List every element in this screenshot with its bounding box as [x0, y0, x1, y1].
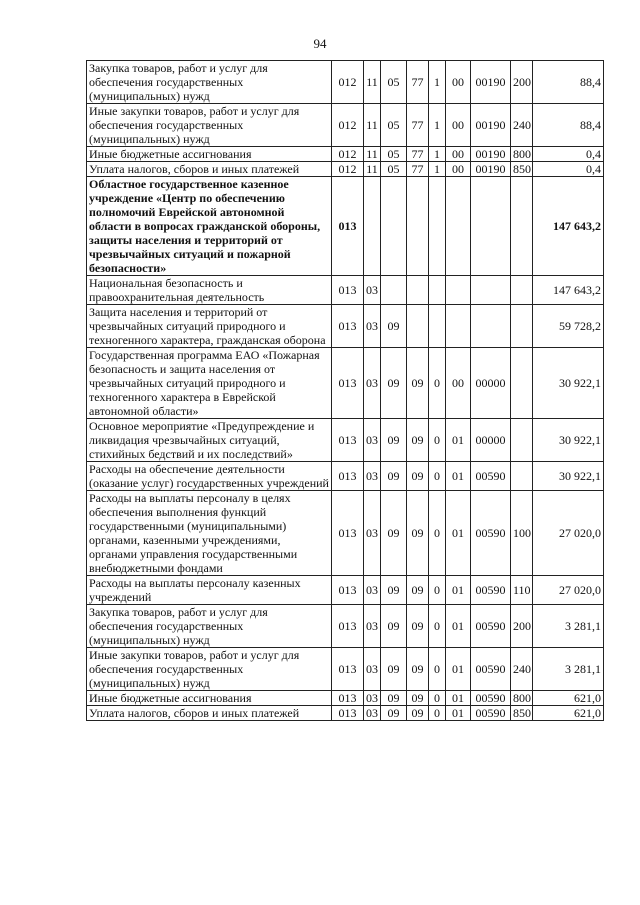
cell-section-code: 03	[364, 605, 381, 648]
table-row	[87, 276, 604, 305]
cell-expense-type-code	[511, 348, 533, 419]
cell-direction-code: 00190	[471, 162, 511, 177]
cell-name: Уплата налогов, сборов и иных платежей	[87, 706, 332, 721]
cell-program-code: 09	[407, 462, 429, 491]
cell-section-code	[364, 177, 381, 276]
cell-ministry-code: 013	[332, 177, 364, 276]
cell-event-code: 01	[446, 462, 471, 491]
cell-direction-code: 00590	[471, 462, 511, 491]
cell-program-code: 77	[407, 147, 429, 162]
table-row	[87, 706, 604, 721]
cell-amount: 3 281,1	[533, 648, 604, 691]
cell-event-code	[446, 305, 471, 348]
cell-ministry-code: 013	[332, 576, 364, 605]
cell-section-code: 11	[364, 104, 381, 147]
cell-section-code: 03	[364, 462, 381, 491]
cell-amount: 27 020,0	[533, 576, 604, 605]
cell-event-code: 01	[446, 706, 471, 721]
cell-event-code: 01	[446, 491, 471, 576]
cell-name: Иные закупки товаров, работ и услуг для обеспечения государственных (муниципальных) нужд	[87, 104, 332, 147]
table-row	[87, 147, 604, 162]
cell-ministry-code: 013	[332, 276, 364, 305]
cell-expense-type-code: 200	[511, 61, 533, 104]
cell-subsection-code	[381, 276, 407, 305]
cell-program-code: 09	[407, 605, 429, 648]
cell-name: Закупка товаров, работ и услуг для обеспечения государственных (муниципальных) нужд	[87, 61, 332, 104]
cell-section-code: 03	[364, 276, 381, 305]
cell-section-code: 03	[364, 706, 381, 721]
cell-direction-code	[471, 305, 511, 348]
cell-subsection-code: 09	[381, 348, 407, 419]
cell-subprogram-code: 0	[429, 691, 446, 706]
page-number: 94	[313, 36, 327, 51]
cell-name: Защита населения и территорий от чрезвычайных ситуаций природного и техногенного характера, гражданская оборона	[87, 305, 332, 348]
cell-amount: 27 020,0	[533, 491, 604, 576]
cell-event-code	[446, 177, 471, 276]
cell-expense-type-code	[511, 276, 533, 305]
cell-section-code: 03	[364, 691, 381, 706]
cell-direction-code: 00000	[471, 348, 511, 419]
cell-program-code	[407, 177, 429, 276]
cell-name: Областное государственное казенное учреждение «Центр по обеспечению полномочий Еврейской автономной области в вопросах гражданской обороны, защиты населения и территорий от чрезвычайных ситуаций и пожарной безопасности»	[87, 177, 332, 276]
cell-ministry-code: 013	[332, 605, 364, 648]
cell-amount: 147 643,2	[533, 276, 604, 305]
cell-program-code: 09	[407, 576, 429, 605]
cell-event-code: 00	[446, 162, 471, 177]
table-row	[87, 61, 604, 104]
cell-event-code: 01	[446, 691, 471, 706]
cell-direction-code: 00590	[471, 706, 511, 721]
cell-direction-code: 00190	[471, 61, 511, 104]
cell-ministry-code: 013	[332, 491, 364, 576]
cell-ministry-code: 013	[332, 691, 364, 706]
table-row	[87, 104, 604, 147]
budget-table	[86, 60, 604, 721]
cell-ministry-code: 013	[332, 462, 364, 491]
cell-event-code: 00	[446, 61, 471, 104]
cell-amount: 59 728,2	[533, 305, 604, 348]
table-row	[87, 177, 604, 276]
cell-subprogram-code	[429, 305, 446, 348]
cell-direction-code: 00590	[471, 691, 511, 706]
cell-subprogram-code	[429, 177, 446, 276]
cell-subprogram-code: 0	[429, 706, 446, 721]
cell-program-code: 77	[407, 61, 429, 104]
cell-amount: 0,4	[533, 147, 604, 162]
table-body	[87, 61, 604, 721]
cell-subsection-code: 09	[381, 491, 407, 576]
cell-subsection-code	[381, 177, 407, 276]
cell-expense-type-code: 850	[511, 706, 533, 721]
cell-program-code	[407, 305, 429, 348]
cell-section-code: 03	[364, 491, 381, 576]
cell-subsection-code: 05	[381, 61, 407, 104]
cell-subprogram-code	[429, 276, 446, 305]
cell-section-code: 03	[364, 348, 381, 419]
cell-subprogram-code: 0	[429, 462, 446, 491]
cell-subprogram-code: 0	[429, 348, 446, 419]
cell-section-code: 03	[364, 576, 381, 605]
cell-subsection-code: 09	[381, 419, 407, 462]
cell-direction-code: 00190	[471, 147, 511, 162]
table-row	[87, 648, 604, 691]
cell-subsection-code: 05	[381, 162, 407, 177]
cell-event-code: 01	[446, 576, 471, 605]
cell-program-code: 09	[407, 491, 429, 576]
cell-name: Иные закупки товаров, работ и услуг для обеспечения государственных (муниципальных) нужд	[87, 648, 332, 691]
cell-name: Уплата налогов, сборов и иных платежей	[87, 162, 332, 177]
cell-ministry-code: 013	[332, 419, 364, 462]
cell-subprogram-code: 1	[429, 162, 446, 177]
cell-direction-code	[471, 276, 511, 305]
cell-ministry-code: 013	[332, 706, 364, 721]
cell-section-code: 03	[364, 648, 381, 691]
cell-subsection-code: 09	[381, 691, 407, 706]
cell-program-code: 09	[407, 691, 429, 706]
cell-amount: 88,4	[533, 61, 604, 104]
cell-expense-type-code: 200	[511, 605, 533, 648]
cell-subsection-code: 09	[381, 462, 407, 491]
cell-amount: 30 922,1	[533, 462, 604, 491]
cell-subprogram-code: 1	[429, 147, 446, 162]
cell-event-code: 01	[446, 419, 471, 462]
cell-ministry-code: 012	[332, 162, 364, 177]
cell-subsection-code: 09	[381, 305, 407, 348]
cell-expense-type-code	[511, 462, 533, 491]
cell-expense-type-code	[511, 305, 533, 348]
cell-ministry-code: 013	[332, 305, 364, 348]
cell-program-code: 09	[407, 706, 429, 721]
cell-subsection-code: 05	[381, 104, 407, 147]
cell-section-code: 11	[364, 61, 381, 104]
cell-name: Государственная программа ЕАО «Пожарная безопасность и защита населения от чрезвычайных ситуаций природного и техногенного характера в Еврейской автономной области»	[87, 348, 332, 419]
cell-name: Национальная безопасность и правоохранительная деятельность	[87, 276, 332, 305]
cell-direction-code: 00000	[471, 419, 511, 462]
cell-amount: 88,4	[533, 104, 604, 147]
cell-ministry-code: 013	[332, 348, 364, 419]
cell-name: Закупка товаров, работ и услуг для обеспечения государственных (муниципальных) нужд	[87, 605, 332, 648]
cell-expense-type-code: 800	[511, 147, 533, 162]
cell-expense-type-code	[511, 419, 533, 462]
cell-amount: 30 922,1	[533, 348, 604, 419]
cell-program-code	[407, 276, 429, 305]
cell-direction-code: 00590	[471, 576, 511, 605]
cell-program-code: 77	[407, 162, 429, 177]
cell-name: Основное мероприятие «Предупреждение и ликвидация чрезвычайных ситуаций, стихийных бедствий и их последствий»	[87, 419, 332, 462]
cell-direction-code: 00190	[471, 104, 511, 147]
cell-amount: 30 922,1	[533, 419, 604, 462]
cell-name: Иные бюджетные ассигнования	[87, 147, 332, 162]
cell-program-code: 77	[407, 104, 429, 147]
cell-subprogram-code: 0	[429, 648, 446, 691]
cell-event-code: 00	[446, 147, 471, 162]
cell-program-code: 09	[407, 648, 429, 691]
cell-name: Расходы на обеспечение деятельности (оказание услуг) государственных учреждений	[87, 462, 332, 491]
cell-amount: 147 643,2	[533, 177, 604, 276]
cell-subprogram-code: 1	[429, 61, 446, 104]
table-row	[87, 691, 604, 706]
cell-subsection-code: 09	[381, 648, 407, 691]
cell-name: Расходы на выплаты персоналу в целях обеспечения выполнения функций государственными (муниципальными) органами, казенными учреждениями, органами управления государственными внебюджетными фондами	[87, 491, 332, 576]
table-row	[87, 419, 604, 462]
cell-subprogram-code: 0	[429, 419, 446, 462]
cell-expense-type-code: 850	[511, 162, 533, 177]
cell-amount: 3 281,1	[533, 605, 604, 648]
cell-subsection-code: 09	[381, 605, 407, 648]
cell-section-code: 03	[364, 305, 381, 348]
cell-amount: 0,4	[533, 162, 604, 177]
cell-direction-code: 00590	[471, 491, 511, 576]
cell-name: Иные бюджетные ассигнования	[87, 691, 332, 706]
table-row	[87, 576, 604, 605]
cell-direction-code: 00590	[471, 648, 511, 691]
cell-ministry-code: 012	[332, 104, 364, 147]
cell-section-code: 11	[364, 162, 381, 177]
table-row	[87, 605, 604, 648]
cell-program-code: 09	[407, 419, 429, 462]
cell-event-code: 01	[446, 648, 471, 691]
cell-event-code: 00	[446, 104, 471, 147]
cell-ministry-code: 013	[332, 648, 364, 691]
table-row	[87, 462, 604, 491]
cell-subprogram-code: 1	[429, 104, 446, 147]
cell-section-code: 03	[364, 419, 381, 462]
cell-subprogram-code: 0	[429, 605, 446, 648]
cell-ministry-code: 012	[332, 147, 364, 162]
cell-direction-code: 00590	[471, 605, 511, 648]
cell-direction-code	[471, 177, 511, 276]
cell-expense-type-code	[511, 177, 533, 276]
cell-ministry-code: 012	[332, 61, 364, 104]
cell-expense-type-code: 100	[511, 491, 533, 576]
cell-subsection-code: 09	[381, 706, 407, 721]
cell-subsection-code: 05	[381, 147, 407, 162]
cell-section-code: 11	[364, 147, 381, 162]
cell-expense-type-code: 240	[511, 648, 533, 691]
cell-subprogram-code: 0	[429, 491, 446, 576]
table-row	[87, 305, 604, 348]
cell-name: Расходы на выплаты персоналу казенных учреждений	[87, 576, 332, 605]
cell-subprogram-code: 0	[429, 576, 446, 605]
cell-subsection-code: 09	[381, 576, 407, 605]
cell-expense-type-code: 240	[511, 104, 533, 147]
cell-amount: 621,0	[533, 691, 604, 706]
cell-program-code: 09	[407, 348, 429, 419]
cell-expense-type-code: 800	[511, 691, 533, 706]
cell-event-code: 00	[446, 348, 471, 419]
table-row	[87, 491, 604, 576]
cell-event-code	[446, 276, 471, 305]
cell-expense-type-code: 110	[511, 576, 533, 605]
cell-event-code: 01	[446, 605, 471, 648]
table-row	[87, 348, 604, 419]
table-row	[87, 162, 604, 177]
cell-amount: 621,0	[533, 706, 604, 721]
